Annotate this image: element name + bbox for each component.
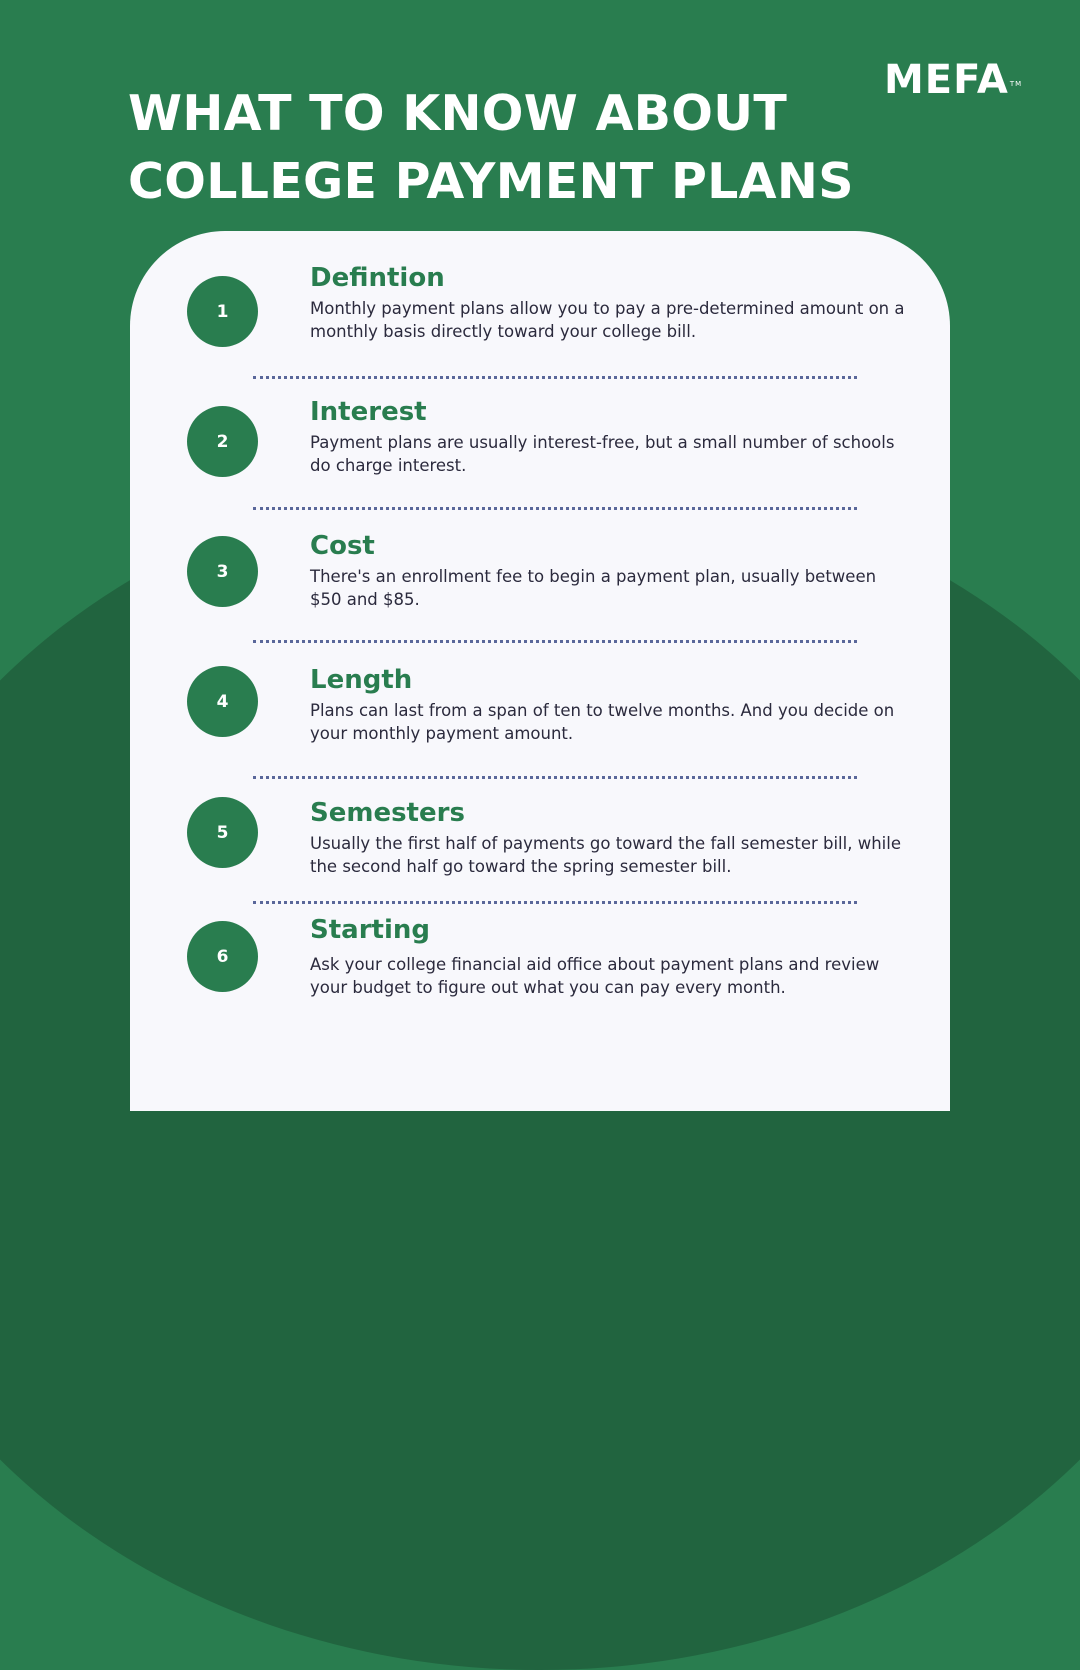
item-description: Ask your college financial aid office about payment plans and review your budget to figure out what you can pay every month. <box>310 955 880 997</box>
step-number-badge: 4 <box>187 666 258 737</box>
item-heading: Starting <box>310 915 430 945</box>
divider <box>253 901 857 904</box>
step-number-badge: 2 <box>187 406 258 477</box>
item-description: Monthly payment plans allow you to pay a pre-determined amount on a monthly basis directly toward your college bill. <box>310 299 905 341</box>
item-heading: Semesters <box>310 798 465 828</box>
title-line-1: WHAT TO KNOW ABOUT <box>128 85 788 142</box>
step-number-badge: 1 <box>187 276 258 347</box>
mefa-logo <box>884 58 1022 102</box>
item-heading: Interest <box>310 397 427 427</box>
item-description: There's an enrollment fee to begin a payment plan, usually between $50 and $85. <box>310 567 877 609</box>
page-title <box>128 80 854 216</box>
item-description: Payment plans are usually interest-free, but a small number of schools do charge interest. <box>310 433 895 475</box>
info-card <box>130 231 950 1111</box>
step-number-badge: 5 <box>187 797 258 868</box>
logo-trademark: TM <box>1009 80 1023 88</box>
divider <box>253 507 857 510</box>
item-heading: Defintion <box>310 263 445 293</box>
step-number-badge: 6 <box>187 921 258 992</box>
logo-text: MEFA <box>884 57 1009 103</box>
item-description: Plans can last from a span of ten to twelve months. And you decide on your monthly payment amount. <box>310 701 895 743</box>
divider <box>253 376 857 379</box>
divider <box>253 776 857 779</box>
step-number-badge: 3 <box>187 536 258 607</box>
item-heading: Length <box>310 665 413 695</box>
item-description: Usually the first half of payments go toward the fall semester bill, while the second half go toward the spring semester bill. <box>310 834 901 876</box>
item-heading: Cost <box>310 531 375 561</box>
divider <box>253 640 857 643</box>
title-line-2: COLLEGE PAYMENT PLANS <box>128 153 854 210</box>
